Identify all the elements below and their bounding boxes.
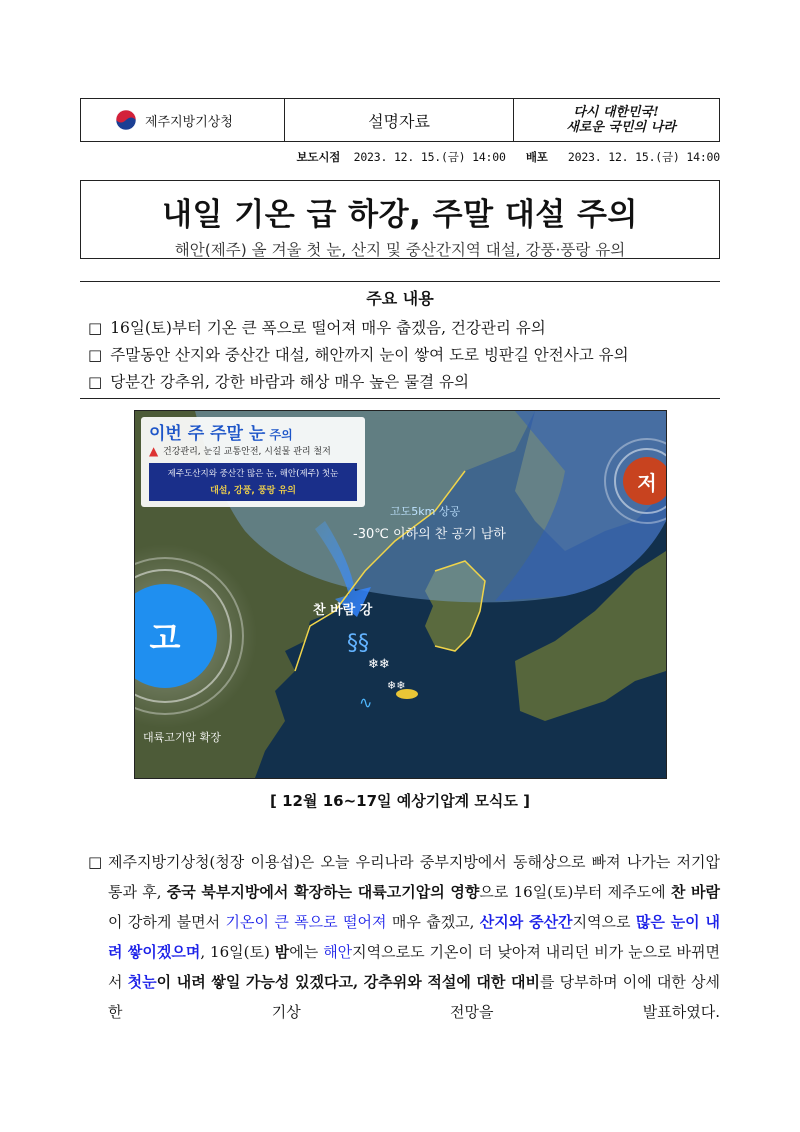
key-point-text: 16일(토)부터 기온 큰 폭으로 떨어져 매우 춥겠음, 건강관리 유의 bbox=[110, 319, 546, 337]
panel-title-snow: 눈 bbox=[248, 424, 266, 444]
wind-label: 찬 바람 강 bbox=[313, 603, 373, 618]
expansion-label: 대륙고기압 확장 bbox=[143, 731, 221, 744]
panel-box-line2: 대설, 강풍, 풍랑 유의 bbox=[210, 486, 296, 496]
key-point bbox=[88, 316, 546, 338]
page-subtitle: 해안(제주) 올 겨울 첫 눈, 산지 및 중산간지역 대설, 강풍·풍랑 유의 bbox=[174, 241, 626, 259]
body-seg: 으로 16일(토)부터 제주도에 bbox=[479, 883, 671, 901]
slogan bbox=[556, 105, 676, 135]
body-seg: 지역으로 bbox=[572, 913, 636, 931]
body-seg-bold: 찬 바람 bbox=[670, 883, 721, 901]
key-point-text: 당분간 강추위, 강한 바람과 해상 매우 높은 물결 유의 bbox=[110, 373, 469, 391]
title-box bbox=[80, 180, 720, 259]
release-info bbox=[297, 149, 720, 165]
distribution-label: 배포 bbox=[525, 150, 548, 164]
high-pressure-label: 고 bbox=[149, 619, 181, 657]
slogan-line2: 새로운 국민의 나라 bbox=[566, 120, 676, 135]
divider-bottom bbox=[80, 398, 720, 399]
map-caption: [ 12월 16~17일 예상기압계 모식도 ] bbox=[270, 792, 530, 810]
body-seg-blue-bold: 많은 눈이 내려 쌓이겠으며 bbox=[108, 913, 720, 961]
divider-top bbox=[80, 281, 720, 282]
body-seg-blue-bold: 첫눈 bbox=[127, 973, 157, 991]
slogan-cell bbox=[513, 99, 719, 141]
checkbox-bullet: □ bbox=[88, 373, 103, 391]
altitude-label: 고도5km 상공 bbox=[390, 505, 461, 518]
release-label: 보도시점 bbox=[296, 150, 341, 164]
wind-swirl-icon: §§ bbox=[347, 631, 369, 656]
key-point-text: 주말동안 산지와 중산간 대설, 해안까지 눈이 쌓여 도로 빙판길 안전사고 유의 bbox=[110, 346, 629, 364]
doc-type-cell bbox=[285, 99, 514, 141]
key-point bbox=[88, 343, 629, 365]
header-box bbox=[80, 98, 720, 142]
body-seg: 를 당부하며 이에 대한 상세한 기상 전망을 발표하였다. bbox=[108, 973, 721, 1021]
body-seg: 제주지방기상청(청장 이용섭)은 오늘 우리나라 중부지방에서 동해상으로 빠져 나가는 저기압 통과 후, bbox=[108, 853, 720, 901]
panel-title-suffix: 주의 bbox=[265, 428, 293, 442]
body-seg: 에는 bbox=[289, 943, 324, 961]
checkbox-bullet: □ bbox=[88, 319, 103, 337]
slogan-line1: 다시 대한민국! bbox=[573, 105, 659, 120]
body-text bbox=[88, 847, 720, 1027]
org-cell bbox=[81, 99, 285, 141]
panel-title-text: 이번 주 주말 bbox=[149, 424, 249, 444]
wave-icon: ∿ bbox=[359, 693, 373, 712]
doc-type: 설명자료 bbox=[368, 111, 430, 131]
panel-box-line1: 제주도산지와 중산간 많은 눈, 해안(제주) 첫눈 bbox=[167, 469, 339, 479]
key-point bbox=[88, 370, 469, 392]
body-seg: , 16일(토) bbox=[200, 943, 275, 961]
body-seg: 매우 춥겠고, bbox=[386, 913, 480, 931]
page-title: 내일 기온 급 하강, 주말 대설 주의 bbox=[162, 197, 638, 233]
low-pressure-label: 저 bbox=[637, 471, 657, 495]
panel-sub: 건강관리, 눈길 교통안전, 시설물 관리 철저 bbox=[163, 447, 331, 457]
snowflake-icon: ❄❄ bbox=[368, 657, 390, 672]
checkbox-bullet: □ bbox=[88, 853, 103, 871]
org-name: 제주지방기상청 bbox=[145, 114, 233, 130]
body-seg-bold: 강추위와 적설에 대한 대비 bbox=[363, 973, 540, 991]
body-seg: 이 강하게 불면서 bbox=[108, 913, 226, 931]
body-seg-bold: 중국 북부지방에서 확장하는 대륙고기압의 영향 bbox=[166, 883, 480, 901]
snowflake-icon: ❄❄ bbox=[387, 679, 406, 692]
body-seg-bold: 이 내려 쌓일 가능성 있겠다고, bbox=[156, 973, 364, 991]
government-emblem-icon bbox=[115, 109, 137, 131]
key-points-heading: 주요 내용 bbox=[366, 289, 434, 308]
body-seg-blue: 해안 bbox=[323, 943, 353, 961]
release-time: 2023. 12. 15.(금) 14:00 bbox=[353, 150, 506, 164]
weather-map bbox=[134, 410, 667, 779]
cold-air-label: -30℃ 이하의 찬 공기 남하 bbox=[353, 527, 506, 542]
panel-title bbox=[149, 419, 293, 444]
body-seg-blue: 기온이 큰 폭으로 떨어져 bbox=[225, 913, 387, 931]
body-seg: 지역으로도 기온이 더 낮아져 내리던 비가 눈으로 바뀌면서 bbox=[108, 943, 721, 991]
body-seg-blue-bold: 산지와 중산간 bbox=[479, 913, 573, 931]
siren-icon: ▲ bbox=[149, 444, 159, 458]
distribution-time: 2023. 12. 15.(금) 14:00 bbox=[567, 150, 720, 164]
body-paragraph bbox=[88, 847, 720, 1027]
checkbox-bullet: □ bbox=[88, 346, 103, 364]
body-seg-bold: 밤 bbox=[274, 943, 290, 961]
